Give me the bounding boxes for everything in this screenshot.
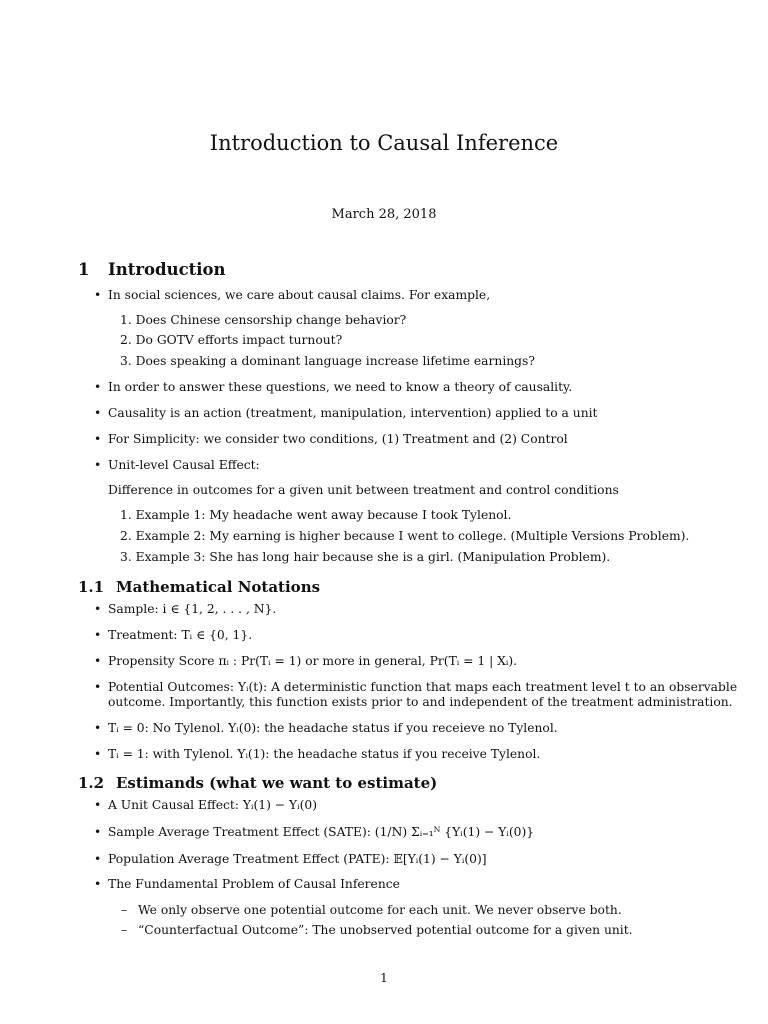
enum-item: 3. Does speaking a dominant language increase lifetime earnings? [120,354,535,368]
section-title: Introduction [108,260,226,279]
bullet-item: • Propensity Score πᵢ : Pr(Tᵢ = 1) or more in general, Pr(Tᵢ = 1 | Xᵢ). [108,654,517,669]
bullet-item: • The Fundamental Problem of Causal Inference [108,877,400,892]
bullet-item: • Tᵢ = 1: with Tylenol. Yᵢ(1): the headache status if you receive Tylenol. [108,747,540,762]
section-heading-introduction [78,260,226,279]
enum-item: 1. Does Chinese censorship change behavior? [120,313,407,327]
bullet-item: • Causality is an action (treatment, manipulation, intervention) applied to a unit [108,406,598,421]
bullet-item: • A Unit Causal Effect: Yᵢ(1) − Yᵢ(0) [108,798,317,813]
bullet-item: • Potential Outcomes: Yᵢ(t): A deterministic function that maps each treatment level t to an observable [108,680,737,695]
section-title: Mathematical Notations [116,578,321,596]
bullet-item: • Population Average Treatment Effect (PATE): 𝔼[Yᵢ(1) − Yᵢ(0)] [108,852,487,867]
bullet-item: • In social sciences, we care about causal claims. For example, [108,288,490,303]
bullet-item: • Treatment: Tᵢ ∈ {0, 1}. [108,628,252,643]
bullet-item: • Sample Average Treatment Effect (SATE): (1/N) Σᵢ₌₁ᴺ {Yᵢ(1) − Yᵢ(0)} [108,825,534,840]
bullet-continuation: outcome. Importantly, this function exists prior to and independent of the treatment administration. [108,695,733,709]
enum-item: 3. Example 3: She has long hair because she is a girl. (Manipulation Problem). [120,550,611,564]
section-number: 1 [78,260,90,279]
bullet-item: • Tᵢ = 0: No Tylenol. Yᵢ(0): the headache status if you receieve no Tylenol. [108,721,558,736]
bullet-item: • In order to answer these questions, we need to know a theory of causality. [108,380,572,395]
page-number: 1 [380,971,388,985]
enum-item: 2. Example 2: My earning is higher because I went to college. (Multiple Versions Problem). [120,529,690,543]
enum-item: 2. Do GOTV efforts impact turnout? [120,333,343,347]
bullet-item: • For Simplicity: we consider two conditions, (1) Treatment and (2) Control [108,432,568,447]
dash-item: – We only observe one potential outcome for each unit. We never observe both. [138,903,622,918]
section-title: Estimands (what we want to estimate) [116,774,438,792]
section-number: 1.1 [78,578,105,596]
document-date: March 28, 2018 [331,207,437,222]
dash-item: – “Counterfactual Outcome”: The unobserved potential outcome for a given unit. [138,923,633,938]
subsection-heading-notations [78,578,320,596]
bullet-item: • Sample: i ∈ {1, 2, . . . , N}. [108,602,276,617]
document-title: Introduction to Causal Inference [209,131,559,155]
enum-item: 1. Example 1: My headache went away because I took Tylenol. [120,508,512,522]
section-number: 1.2 [78,774,105,792]
paragraph: Difference in outcomes for a given unit between treatment and control conditions [108,483,619,497]
subsection-heading-estimands [78,774,437,792]
bullet-item: • Unit-level Causal Effect: [108,458,260,473]
